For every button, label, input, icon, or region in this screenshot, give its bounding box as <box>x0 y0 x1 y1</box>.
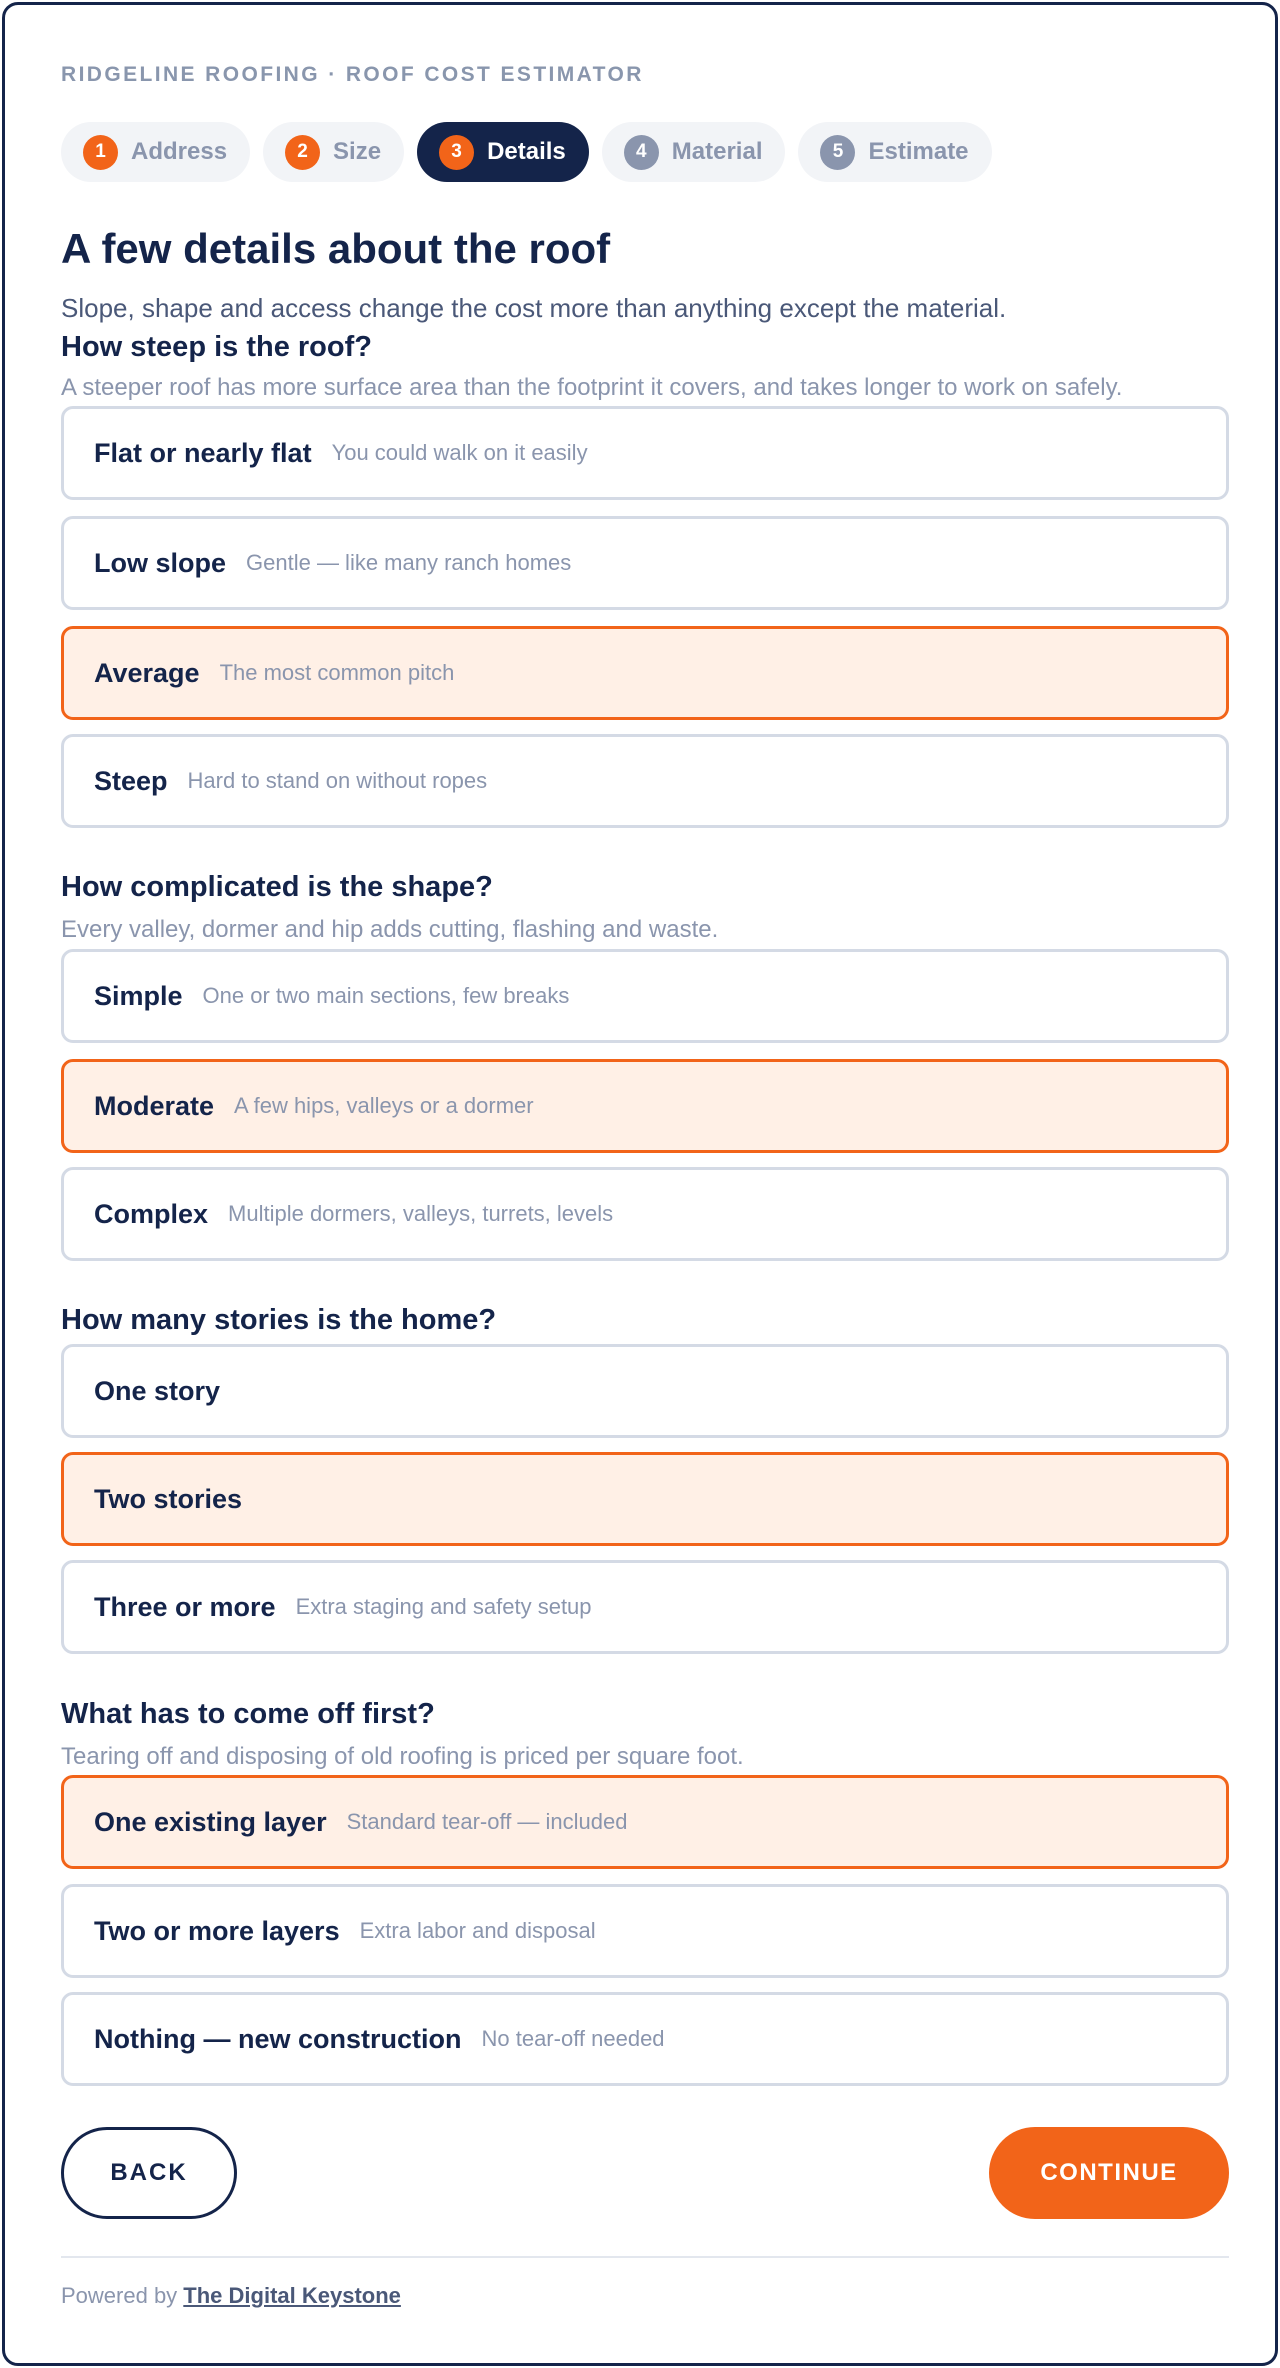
step-address[interactable] <box>61 122 250 182</box>
option-description: A few hips, valleys or a dormer <box>234 1093 534 1118</box>
option-slope-steep[interactable] <box>61 734 1229 828</box>
option-description: No tear-off needed <box>481 2026 665 2051</box>
option-tearoff-one-layer[interactable] <box>61 1775 1229 1869</box>
question-slope-help: A steeper roof has more surface area than the footprint it covers, and takes longer to work on safely. <box>61 374 1123 401</box>
option-stories-three[interactable] <box>61 1560 1229 1654</box>
option-label: Simple <box>94 980 183 1011</box>
page-subtitle: Slope, shape and access change the cost more than anything except the material. <box>61 293 1007 323</box>
step-number: 5 <box>820 135 855 170</box>
step-label: Size <box>333 138 382 165</box>
option-label: One story <box>94 1375 221 1406</box>
option-shape-simple[interactable] <box>61 949 1229 1043</box>
option-description: Extra staging and safety setup <box>295 1594 592 1619</box>
option-label: Complex <box>94 1198 209 1229</box>
option-label: One existing layer <box>94 1806 327 1837</box>
option-slope-flat[interactable] <box>61 406 1229 500</box>
option-label: Low slope <box>94 547 227 578</box>
option-description: You could walk on it easily <box>331 440 588 465</box>
option-description: Multiple dormers, valleys, turrets, levels <box>228 1201 614 1226</box>
question-shape-help: Every valley, dormer and hip adds cutting, flashing and waste. <box>61 916 719 943</box>
question-tearoff-heading: What has to come off first? <box>61 1698 435 1730</box>
option-label: Average <box>94 657 200 688</box>
question-tearoff-help: Tearing off and disposing of old roofing is priced per square foot. <box>61 1743 744 1770</box>
step-details[interactable] <box>417 122 589 182</box>
step-label: Estimate <box>868 138 969 165</box>
step-size[interactable] <box>263 122 404 182</box>
footer-prefix: Powered by <box>61 2283 184 2308</box>
step-number: 3 <box>439 135 474 170</box>
question-shape-heading: How complicated is the shape? <box>61 871 493 903</box>
footer <box>61 2283 401 2309</box>
option-label: Steep <box>94 765 168 796</box>
step-material[interactable] <box>602 122 786 182</box>
option-stories-one[interactable] <box>61 1344 1229 1438</box>
option-label: Three or more <box>94 1591 276 1622</box>
page-title: A few details about the roof <box>61 225 611 272</box>
step-label: Material <box>671 138 763 165</box>
estimator-card <box>2 2 1278 2366</box>
step-estimate[interactable] <box>798 122 991 182</box>
option-label: Moderate <box>94 1090 215 1121</box>
step-progress <box>61 122 992 182</box>
option-label: Flat or nearly flat <box>94 437 312 468</box>
question-stories-heading: How many stories is the home? <box>61 1304 497 1336</box>
footer-link[interactable]: The Digital Keystone <box>183 2283 401 2308</box>
option-description: Extra labor and disposal <box>359 1918 596 1943</box>
option-label: Two or more layers <box>94 1915 340 1946</box>
option-label: Two stories <box>94 1483 243 1514</box>
continue-button[interactable]: CONTINUE <box>989 2127 1229 2219</box>
option-slope-low[interactable] <box>61 516 1229 610</box>
option-description: Gentle — like many ranch homes <box>246 550 572 575</box>
option-label: Nothing — new construction <box>94 2023 462 2054</box>
option-shape-moderate[interactable] <box>61 1059 1229 1153</box>
option-description: Hard to stand on without ropes <box>187 768 488 793</box>
option-slope-average[interactable] <box>61 626 1229 720</box>
step-number: 1 <box>83 135 118 170</box>
step-number: 4 <box>624 135 659 170</box>
option-description: Standard tear-off — included <box>346 1809 628 1834</box>
step-number: 2 <box>285 135 320 170</box>
option-description: One or two main sections, few breaks <box>202 983 570 1008</box>
option-tearoff-new-construction[interactable] <box>61 1992 1229 2086</box>
option-shape-complex[interactable] <box>61 1167 1229 1261</box>
question-slope-heading: How steep is the roof? <box>61 331 372 363</box>
step-label: Details <box>487 138 566 165</box>
footer-divider <box>61 2256 1229 2258</box>
back-button[interactable]: BACK <box>61 2127 237 2219</box>
option-description: The most common pitch <box>219 660 455 685</box>
step-label: Address <box>131 138 228 165</box>
option-stories-two[interactable] <box>61 1452 1229 1546</box>
option-tearoff-two-layers[interactable] <box>61 1884 1229 1978</box>
brand-title: RIDGELINE ROOFING · ROOF COST ESTIMATOR <box>61 63 644 86</box>
